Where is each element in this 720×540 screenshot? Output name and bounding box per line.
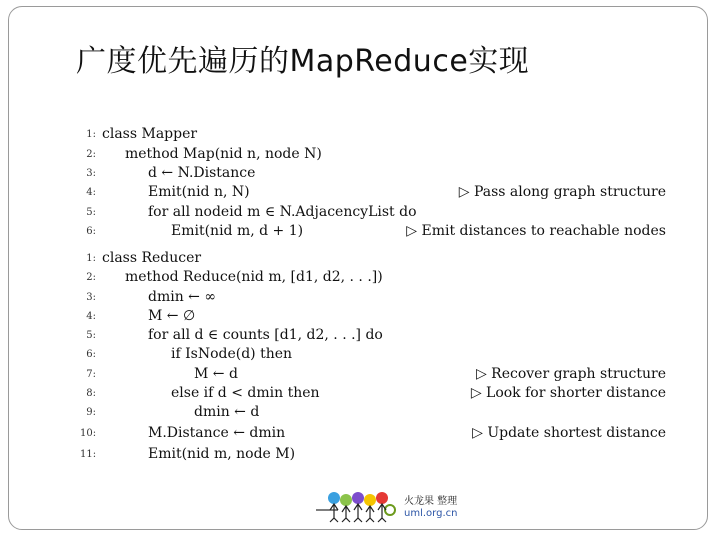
line-number: 7: <box>86 369 96 380</box>
code-statement: else if d < dmin then <box>171 385 320 401</box>
code-statement: Emit(nid m, node M) <box>148 446 296 462</box>
algorithm-line <box>80 184 670 204</box>
algorithm-line <box>80 404 670 424</box>
algorithm-line <box>80 223 670 243</box>
code-statement: class Mapper <box>102 126 198 142</box>
algorithm-line <box>80 146 670 166</box>
line-number: 4: <box>86 187 96 198</box>
code-comment: ▷ Pass along graph structure <box>458 184 666 200</box>
code-statement: dmin ← d <box>194 404 260 420</box>
line-number: 5: <box>86 207 96 218</box>
line-number: 2: <box>86 272 96 283</box>
algorithm-line <box>80 269 670 289</box>
code-statement: M ← ∅ <box>148 308 196 324</box>
code-statement: Emit(nid n, N) <box>148 184 250 200</box>
algorithm-line <box>80 204 670 224</box>
code-statement: method Map(nid n, node N) <box>125 146 322 162</box>
code-statement: class Reducer <box>102 250 202 266</box>
code-statement: M ← d <box>194 366 238 382</box>
code-statement: if IsNode(d) then <box>171 346 293 362</box>
slide-title: 广度优先遍历的MapReduce实现 <box>76 44 530 79</box>
line-number: 4: <box>86 311 96 322</box>
line-number: 5: <box>86 330 96 341</box>
line-number: 8: <box>86 388 96 399</box>
line-number: 10: <box>80 428 97 439</box>
code-comment: ▷ Look for shorter distance <box>470 385 666 401</box>
code-statement: M.Distance ← dmin <box>148 425 286 441</box>
code-statement: method Reduce(nid m, [d1, d2, . . .]) <box>125 269 383 285</box>
algorithm-line <box>80 126 670 146</box>
code-statement: for all d ∈ counts [d1, d2, . . .] do <box>148 327 383 343</box>
algorithm-line <box>80 165 670 185</box>
logo <box>316 488 466 528</box>
line-number: 6: <box>86 349 96 360</box>
code-comment: ▷ Recover graph structure <box>475 366 666 382</box>
algorithm-line <box>80 385 670 405</box>
line-number: 3: <box>86 292 96 303</box>
algorithm-line <box>80 446 670 466</box>
line-number: 2: <box>86 149 96 160</box>
algorithm-line <box>80 327 670 347</box>
logo-figures-icon <box>316 488 402 528</box>
code-statement: d ← N.Distance <box>148 165 256 181</box>
algorithm-line <box>80 425 670 445</box>
algorithm-line <box>80 346 670 366</box>
line-number: 11: <box>80 449 97 460</box>
line-number: 3: <box>86 168 96 179</box>
algorithm-line <box>80 289 670 309</box>
line-number: 1: <box>86 129 96 140</box>
code-statement: Emit(nid m, d + 1) <box>171 223 304 239</box>
algorithm-line <box>80 250 670 270</box>
logo-link[interactable]: uml.org.cn <box>404 508 458 519</box>
line-number: 6: <box>86 226 96 237</box>
algorithm-line <box>80 366 670 386</box>
algorithm-line <box>80 308 670 328</box>
code-comment: ▷ Update shortest distance <box>472 425 666 441</box>
line-number: 9: <box>86 407 96 418</box>
code-statement: for all nodeid m ∈ N.AdjacencyList do <box>148 204 417 220</box>
line-number: 1: <box>86 253 96 264</box>
code-comment: ▷ Emit distances to reachable nodes <box>406 223 666 239</box>
code-statement: dmin ← ∞ <box>148 289 217 305</box>
logo-text-cn: 火龙果 整理 <box>404 496 458 507</box>
